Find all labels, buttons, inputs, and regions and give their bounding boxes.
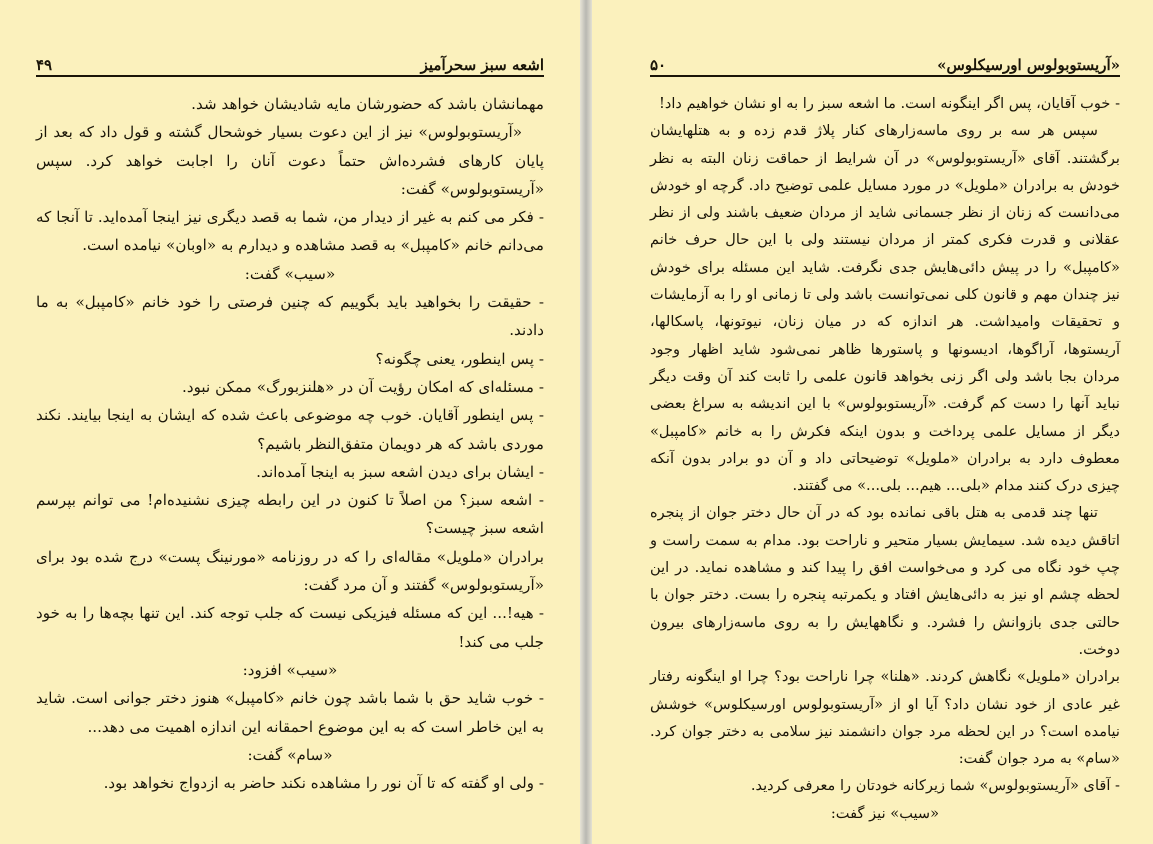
paragraph: - حقیقت را بخواهید باید بگوییم که چنین فرصتی را خود خانم «کامپبل» به ما دادند. — [36, 293, 544, 340]
right-header — [650, 52, 1120, 74]
paragraph: برادران «ملویل» مقاله‌ای را که در روزنامه «مورنینگ پست» درج شده بود برای «آریستوبولوس» گفتند و آن مرد گفت: — [36, 547, 544, 595]
paragraph: - ایشان برای دیدن اشعه سبز به اینجا آمده‌اند. — [256, 462, 544, 481]
right-page-number: ۵۰ — [650, 56, 667, 74]
paragraph: - آقای «آریستوبولوس» شما زیرکانه خودتان را معرفی کردید. — [750, 777, 1120, 795]
right-page — [592, 0, 1153, 844]
left-header — [36, 52, 544, 74]
left-page-number: ۴۹ — [36, 56, 53, 74]
left-header-rule — [36, 75, 544, 77]
paragraph: - هیه!... این که مسئله فیزیکی نیست که جلب توجه کند. این تنها بچه‌ها را به خود جلب می کند! — [36, 604, 544, 651]
paragraph: برادران «ملویل» نگاهش کردند. «هلنا» چرا ناراحت بود؟ چرا او اینگونه رفتار غیر عادی از خود نشان داد؟ آیا او از «آریستوبولوس اورسیکلوس» خوشش نیامده است؟ در این لحظه مرد جوان دانشمند نیز سلامی به دختر جوان کرد. «سام» به مرد جوان گفت: — [650, 668, 1120, 768]
paragraph: «سام» گفت: — [247, 745, 333, 764]
paragraph: - فکر می کنم به غیر از دیدار من، شما به قصد دیگری نیز اینجا آمده‌اید. تا آنجا که می‌دانم خانم «کامپبل» به قصد مشاهده و دیدارم به «اوبان» نیامده است. — [36, 208, 544, 255]
book-gutter — [580, 0, 592, 844]
left-running-head: اشعه سبز سحرآمیز — [420, 56, 544, 74]
paragraph: «سیب» نیز گفت: — [830, 804, 940, 822]
paragraph: «آریستوبولوس» نیز از این دعوت بسیار خوشحال گشته و قول داد که بعد از پایان کارهای فشرده‌اش حتماً دعوت آنان را اجابت خواهد کرد. سپس «آریستوبولوس» گفت: — [36, 123, 544, 198]
right-header-rule — [650, 75, 1120, 77]
paragraph: - خوب آقایان، پس اگر اینگونه است. ما اشعه سبز را به او نشان خواهیم داد! — [659, 95, 1120, 112]
right-body-text — [650, 90, 1120, 827]
right-running-head: «آریستوبولوس اورسیکلوس» — [937, 56, 1120, 74]
paragraph: «سیب» افزود: — [242, 660, 338, 679]
paragraph: سپس هر سه بر روی ماسه‌زارهای کنار پلاژ قدم زده و به هتلهایشان برگشتند. آقای «آریستوبولوس» در آن شرایط از حماقت زنان البته به نظر خودش به برادران «ملویل» در مورد مسایل علمی توضیح داد. گرچه او خودش می‌دانست که زنان از نظر جسمانی شاید از مردان ضعیف باشند ولی از نظر عقلانی و قدرت فکری کمتر از مردان نیستند ولی با این حال حرف خانم «کامپبل» را در پیش دائی‌هایش جدی نگرفت. شاید این مسئله برای خودش نیز چندان مهم و قانون کلی نمی‌توانست باشد ولی تا زمانی او را به آزمایشات و تحقیقات وامیداشت. هر اندازه که در میان زنان، نیوتونها، پاسکالها، آریستوها، آراگوها، ادیسونها و پاستورها ظاهر نمی‌شود شاید اظهار وجود مردان بجا باشد ولی اگر زنی بخواهد قانون علمی را ثابت کند آن وقت دیگر نباید آنها را دست کم گرفت. «آریستوبولوس» با این اندیشه به سراغ بعضی دیگر از مسایل علمی پرداخت و بدون اینکه فکرش را به خانم «کامپبل» معطوف دارد به برادران «ملویل» توضیحاتی داد و آن دو برادر بدون آنکه چیزی درک کنند مدام «بلی... هیم... بلی...» می گفتند. — [650, 122, 1120, 495]
paragraph: - پس اینطور، یعنی چگونه؟ — [375, 349, 544, 368]
paragraph: - اشعه سبز؟ من اصلاً تا کنون در این رابطه چیزی نشنیده‌ام! می توانم بپرسم اشعه سبز چیست؟ — [36, 491, 544, 538]
paragraph: - خوب شاید حق با شما باشد چون خانم «کامپبل» هنوز دختر جوانی است. شاید به این خاطر است که به این موضوع احمقانه این اندازه اهمیت می دهد... — [36, 689, 544, 736]
paragraph: «سیب» گفت: — [244, 264, 336, 283]
left-body-text — [36, 90, 544, 797]
paragraph: - پس اینطور آقایان. خوب چه موضوعی باعث شده که ایشان به اینجا بیایند. نکند موردی باشد که هر دویمان متفق‌النظر باشیم؟ — [36, 406, 544, 453]
paragraph: مهمانشان باشد که حضورشان مایه شادیشان خواهد شد. — [191, 95, 544, 113]
paragraph: - مسئله‌ای که امکان رؤیت آن در «هلنزبورگ» ممکن نبود. — [182, 377, 544, 396]
paragraph: - ولی او گفته که تا آن نور را مشاهده نکند حاضر به ازدواج نخواهد بود. — [103, 774, 544, 793]
paragraph: تنها چند قدمی به هتل باقی نمانده بود که در آن حال دختر جوان از پنجره اتاقش دیده شد. سیمایش بسیار متحیر و ناراحت بود. مدام به سمت راست و چپ خود نگاه می کرد و می‌خواست افق را پیدا کند و مشاهده نماید. در این لحظه چشم او نیز به دائی‌هایش افتاد و یکمرتبه پنجره را بست. دختر جوان با حالتی جدی بازوانش را فشرد. و نگاههایش را به روی ماسه‌زارهای بیرون دوخت. — [650, 504, 1120, 658]
